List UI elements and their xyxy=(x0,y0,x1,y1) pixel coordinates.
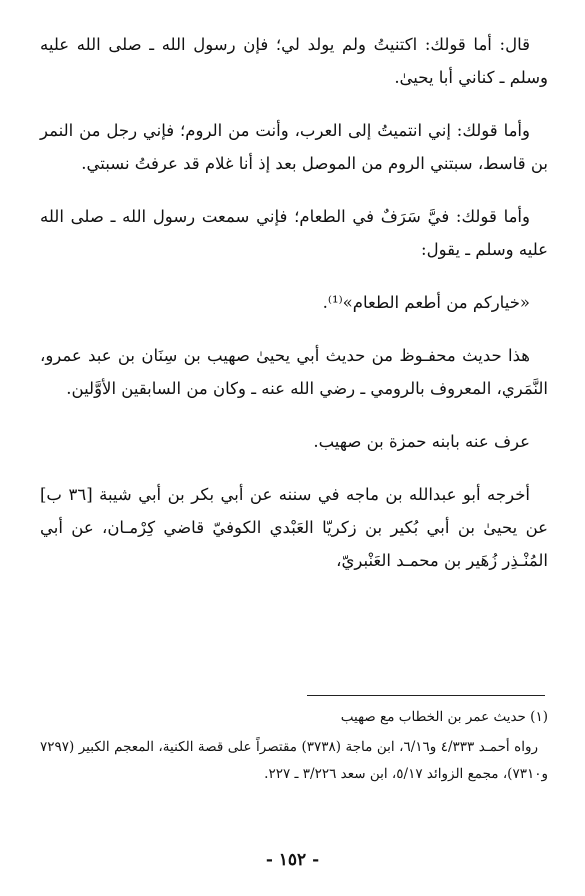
main-text xyxy=(40,28,548,597)
page-number: - ١٥٢ - xyxy=(265,850,320,870)
paragraph-food-reply: وأما قولك: فيَّ سَرَفٌ في الطعام؛ فإني سمعت رسول الله ـ صلى الله عليه وسلم ـ يقول: xyxy=(40,207,548,259)
hadith-quote: «خياركم من أطعم الطعام»⁽¹⁾. xyxy=(322,293,530,312)
footnote-title: (١) حديث عمر بن الخطاب مع صهيب xyxy=(340,709,548,725)
footnote-divider xyxy=(307,695,545,696)
footnote-text: رواه أحمـد ٤/٣٣٣ و٦/١٦، ابن ماجة (٣٧٣٨) مقتصراً على قصة الكنية، المعجم الكبير (٧٢٩٧ و٧٣١٠)، مجمع الزوائد ٥/١٧، ابن سعد ٣/٢٢٦ ـ ٢٢٧. xyxy=(40,739,548,782)
paragraph-kunya-reply: قال: أما قولك: اكتنيتُ ولم يولد لي؛ فإن رسول الله ـ صلى الله عليه وسلم ـ كناني أبا يحيىٰ. xyxy=(40,35,548,87)
paragraph-isnad: أخرجه أبو عبدالله بن ماجه في سننه عن أبي بكر بن أبي شيبة [٣٦ ب] عن يحيىٰ بن أبي بُكير بن زكريّا العَبْدي الكوفيّ قاضي كِرْمـان، عن أبي المُنْـذِر زُهَير بن محمـد العَنْبريّ، xyxy=(40,485,548,570)
footnotes xyxy=(40,704,548,788)
paragraph-lineage-reply: وأما قولك: إني انتميتُ إلى العرب، وأنت من الروم؛ فإني رجل من النمر بن قاسط، سبتني الروم من الموصل بعد إذ أنا غلام قد عرفتُ نسبتي. xyxy=(40,121,548,173)
paragraph-hadith-note: هذا حديث محفـوظ من حديث أبي يحيىٰ صهيب بن سِنَان بن عبد عمرو، النَّمَري، المعروف بالرومي ـ رضي الله عنه ـ وكان من السابقين الأوَّلين. xyxy=(40,346,548,398)
paragraph-son: عرف عنه بابنه حمزة بن صهيب. xyxy=(313,432,530,451)
